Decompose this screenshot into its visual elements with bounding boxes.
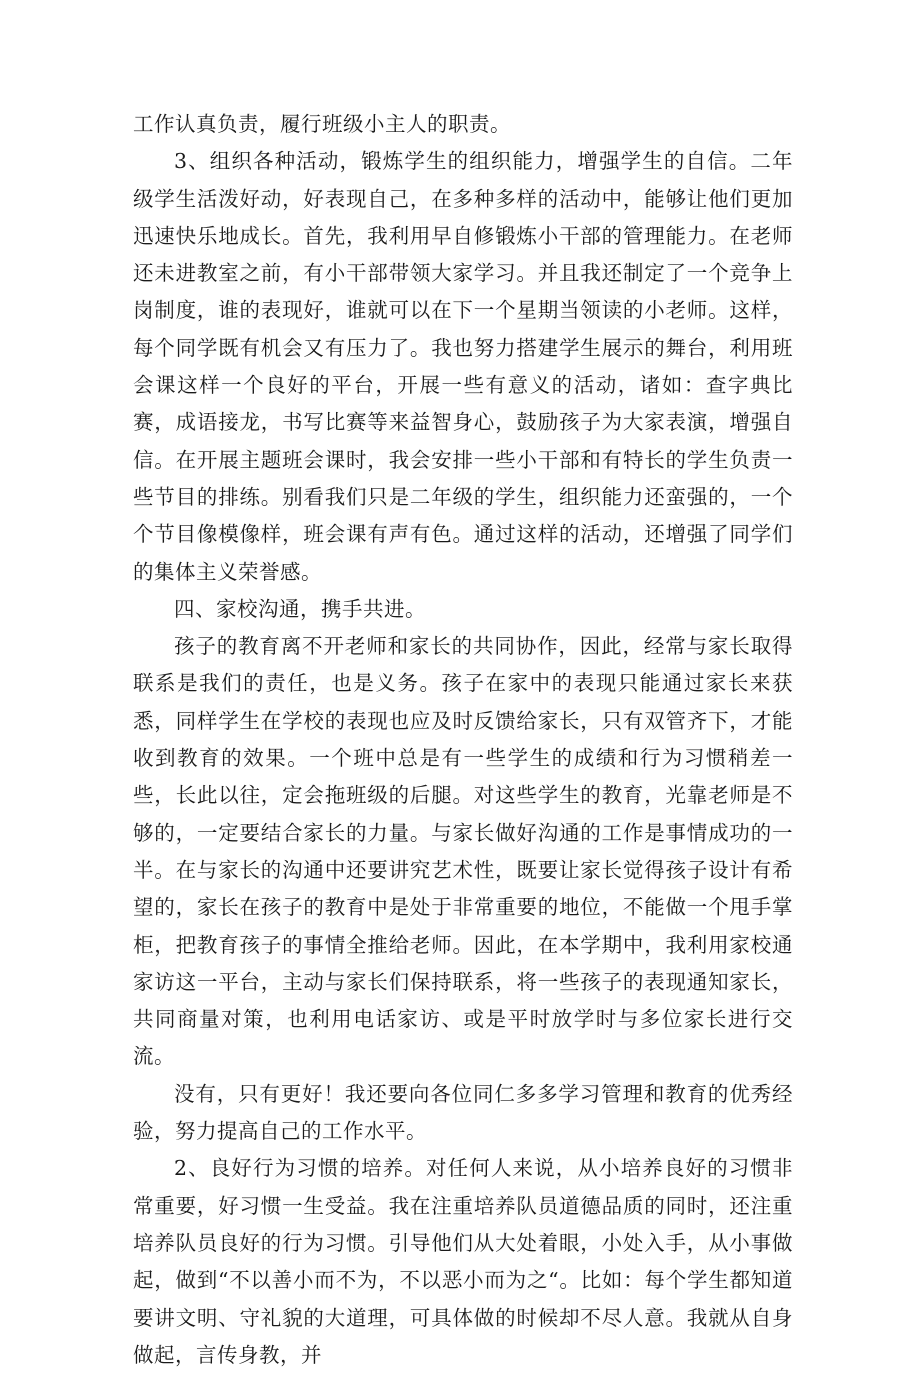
paragraph-2: 3、组织各种活动，锻炼学生的组织能力，增强学生的自信。二年级学生活泼好动，好表现自己，在多种多样的活动中，能够让他们更加迅速快乐地成长。首先，我利用早自修锻炼小干部的管理能力。在老师还未进教室之前，有小干部带领大家学习。并且我还制定了一个竞争上岗制度，谁的表现好，谁就可以在下一个星期当领读的小老师。这样，每个同学既有机会又有压力了。我也努力搭建学生展示的舞台，利用班会课这样一个良好的平台，开展一些有意义的活动，诸如：查字典比赛，成语接龙，书写比赛等来益智身心，鼓励孩子为大家表演，增强自信。在开展主题班会课时，我会安排一些小干部和有特长的学生负责一些节目的排练。别看我们只是二年级的学生，组织能力还蛮强的，一个个节目像模像样，班会课有声有色。通过这样的活动，还增强了同学们的集体主义荣誉感。 bbox=[133, 149, 793, 584]
document-body bbox=[133, 106, 793, 1374]
paragraph-3: 孩子的教育离不开老师和家长的共同协作，因此，经常与家长取得联系是我们的责任，也是义务。孩子在家中的表现只能通过家长来获悉，同样学生在学校的表现也应及时反馈给家长，只有双管齐下，才能收到教育的效果。一个班中总是有一些学生的成绩和行为习惯稍差一些，长此以往，定会拖班级的后腿。对这些学生的教育，光靠老师是不够的，一定要结合家长的力量。与家长做好沟通的工作是事情成功的一半。在与家长的沟通中还要讲究艺术性，既要让家长觉得孩子设计有希望的，家长在孩子的教育中是处于非常重要的地位，不能做一个甩手掌柜，把教育孩子的事情全推给老师。因此，在本学期中，我利用家校通家访这一平台，主动与家长们保持联系，将一些孩子的表现通知家长，共同商量对策，也利用电话家访、或是平时放学时与多位家长进行交流。 bbox=[133, 634, 793, 1069]
paragraph-5: 2、良好行为习惯的培养。对任何人来说，从小培养良好的习惯非常重要，好习惯一生受益。我在注重培养队员道德品质的同时，还注重培养队员良好的行为习惯。引导他们从大处着眼，小处入手，从小事做起，做到“不以善小而不为，不以恶小而为之“。比如：每个学生都知道要讲文明、守礼貌的大道理，可具体做的时候却不尽人意。我就从自身做起，言传身教，并 bbox=[133, 1156, 793, 1367]
paragraph-4: 没有，只有更好！我还要向各位同仁多多学习管理和教育的优秀经验，努力提高自己的工作水平。 bbox=[133, 1081, 793, 1144]
paragraph-1: 工作认真负责，履行班级小主人的职责。 bbox=[133, 112, 511, 136]
section-heading: 四、家校沟通，携手共进。 bbox=[174, 596, 426, 621]
